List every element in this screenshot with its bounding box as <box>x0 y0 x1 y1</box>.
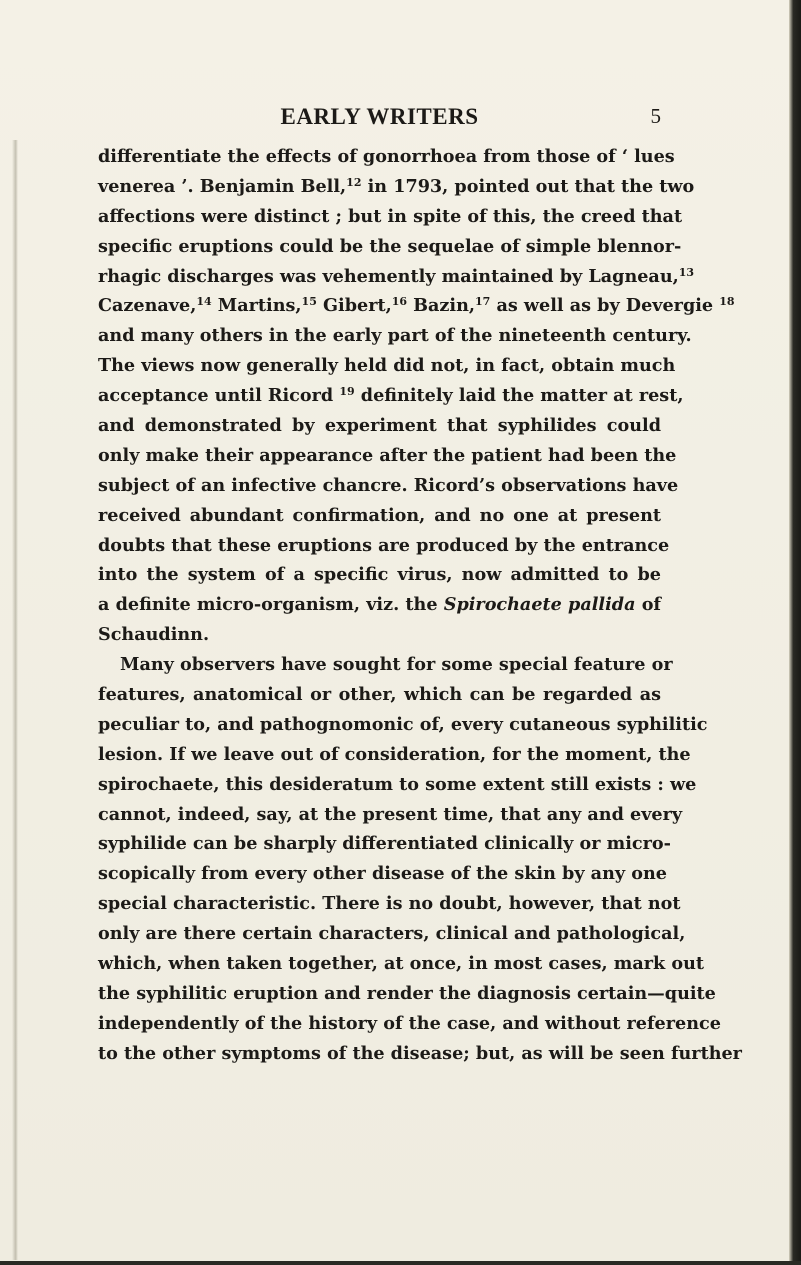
page-number: 5 <box>650 104 661 128</box>
text-line: features, anatomical or other, which can be regarded as <box>98 684 661 706</box>
paragraph-2 <box>98 650 742 1068</box>
text-line: acceptance until Ricord $^{19}$ definitely laid the matter at rest, <box>98 385 684 407</box>
footnote-ref: 15 <box>301 295 317 309</box>
text-line: cannot, indeed, say, at the present time, that any and every <box>98 803 683 825</box>
page-gutter-shadow <box>12 140 18 1260</box>
text-line: to the other symptoms of the disease; but, as will be seen further <box>98 1042 742 1064</box>
text-line: spirochaete, this desideratum to some extent still exists : we <box>98 773 697 795</box>
page-header <box>98 104 661 134</box>
footnote-ref: 17 <box>475 295 491 309</box>
text-line: special characteristic. There is no doubt, however, that not <box>98 893 681 915</box>
text-line: only are there certain characters, clinical and pathological, <box>98 923 686 945</box>
text-line: venerea ’. Benjamin Bell,$^{12}$ in 1793, pointed out that the two <box>98 175 695 197</box>
text-line: which, when taken together, at once, in most cases, mark out <box>98 953 705 975</box>
page-bottom-edge <box>0 1261 801 1265</box>
text-line: received abundant confirmation, and no one at present <box>98 504 661 526</box>
text-line: lesion. If we leave out of consideration, for the moment, the <box>98 743 691 765</box>
text-line: a definite micro-organism, viz. the Spirochaete pallida of <box>98 594 661 616</box>
text-line: the syphilitic eruption and render the diagnosis certain—quite <box>98 982 716 1004</box>
footnote-ref: 12 <box>346 175 362 189</box>
text-line: peculiar to, and pathognomonic of, every cutaneous syphilitic <box>98 713 708 735</box>
page-edge-shadow <box>789 0 801 1265</box>
species-name: Spirochaete pallida <box>443 594 636 616</box>
footnote-ref: 18 <box>719 295 735 309</box>
footnote-ref: 14 <box>196 295 212 309</box>
text-line: syphilide can be sharply differentiated clinically or micro- <box>98 833 671 855</box>
footnote-ref: 19 <box>339 385 355 399</box>
text-line: subject of an infective chancre. Ricord’s observations have <box>98 474 679 496</box>
text-line: into the system of a specific virus, now admitted to be <box>98 564 661 586</box>
text-line: differentiate the effects of gonorrhoea from those of ‘ lues <box>98 146 675 167</box>
text-line: independently of the history of the case, and without reference <box>98 1012 721 1034</box>
text-line: rhagic discharges was vehemently maintained by Lagneau,$^{13}$ <box>98 265 695 287</box>
text-line: and many others in the early part of the nineteenth century. <box>98 325 692 347</box>
text-line: only make their appearance after the patient had been the <box>98 444 677 466</box>
text-line: Schaudinn. <box>98 624 210 646</box>
footnote-ref: 16 <box>391 295 408 309</box>
text-line: and demonstrated by experiment that syphilides could <box>98 415 661 437</box>
text-line: Cazenave,$^{14}$ Martins,$^{15}$ Gibert,$^{16}$ Bazin,$^{17}$ as well as by Devergie $^{18}$ <box>98 295 735 317</box>
text-line: affections were distinct ; but in spite of this, the creed that <box>98 205 683 227</box>
text-line: Many observers have sought for some special feature or <box>120 654 673 676</box>
text-line: specific eruptions could be the sequelae of simple blennor- <box>98 235 682 257</box>
paragraph-1 <box>98 142 735 650</box>
text-line: The views now generally held did not, in fact, obtain much <box>98 355 676 377</box>
text-line: doubts that these eruptions are produced by the entrance <box>98 534 670 556</box>
text-line: scopically from every other disease of the skin by any one <box>98 863 667 885</box>
running-head: EARLY WRITERS <box>280 104 479 129</box>
body-text <box>98 142 742 1069</box>
footnote-ref: 13 <box>678 265 695 279</box>
